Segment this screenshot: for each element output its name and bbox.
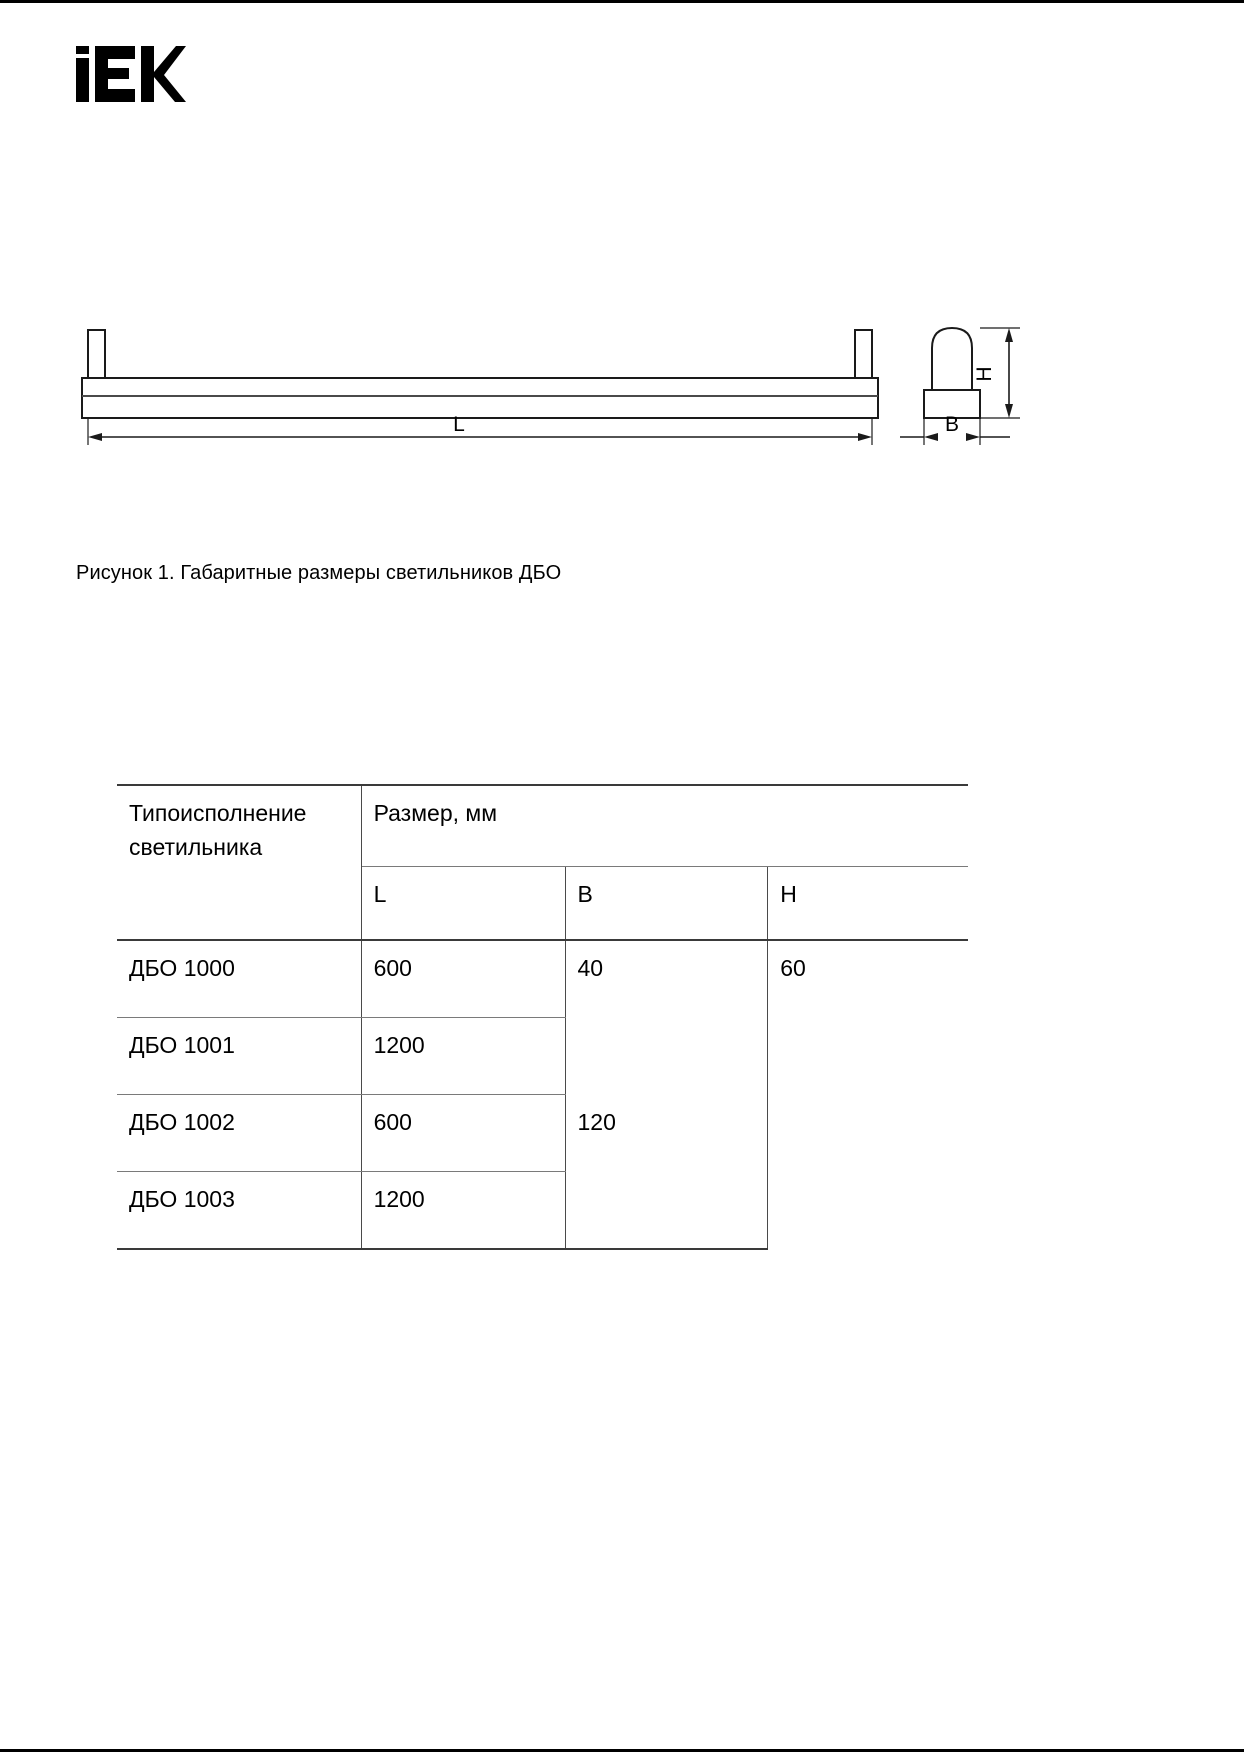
cell-length: 600 [361,1095,565,1172]
dimension-label-width: B [944,413,960,436]
header-cell-size-group: Размер, мм [361,785,968,867]
dimension-line-length [88,418,872,445]
header-cell-b: B [565,867,768,941]
dimension-label-height: H [973,366,996,382]
header-type-line2: светильника [129,834,263,860]
table-header-row-group [117,785,968,867]
mounting-bracket-left [88,330,105,378]
cell-type: ДБО 1001 [117,1018,361,1095]
figure-caption: Рисунок 1. Габаритные размеры светильников ДБО [76,562,562,584]
cell-type: ДБО 1003 [117,1172,361,1250]
header-cell-type [117,785,361,940]
cell-length: 1200 [361,1018,565,1095]
dimension-label-length: L [453,413,465,436]
cell-length: 1200 [361,1172,565,1250]
fixture-body-long [82,378,878,418]
header-type-line1: Типоисполнение [129,800,307,826]
iek-logo [76,46,186,102]
cell-height: 60 [768,940,968,1249]
header-cell-h: H [780,881,797,907]
cell-width: 40 [565,940,768,1095]
cell-width: 120 [565,1095,768,1250]
mounting-bracket-right [855,330,872,378]
fixture-dimension-drawing [0,300,1100,480]
cell-type: ДБО 1000 [117,940,361,1018]
dimensions-table [117,784,968,1250]
fixture-cross-section [924,328,980,418]
table-row [117,940,968,1018]
page-border-top [0,0,1244,3]
cell-length: 600 [361,940,565,1018]
header-cell-l: L [361,867,565,941]
cell-type: ДБО 1002 [117,1095,361,1172]
